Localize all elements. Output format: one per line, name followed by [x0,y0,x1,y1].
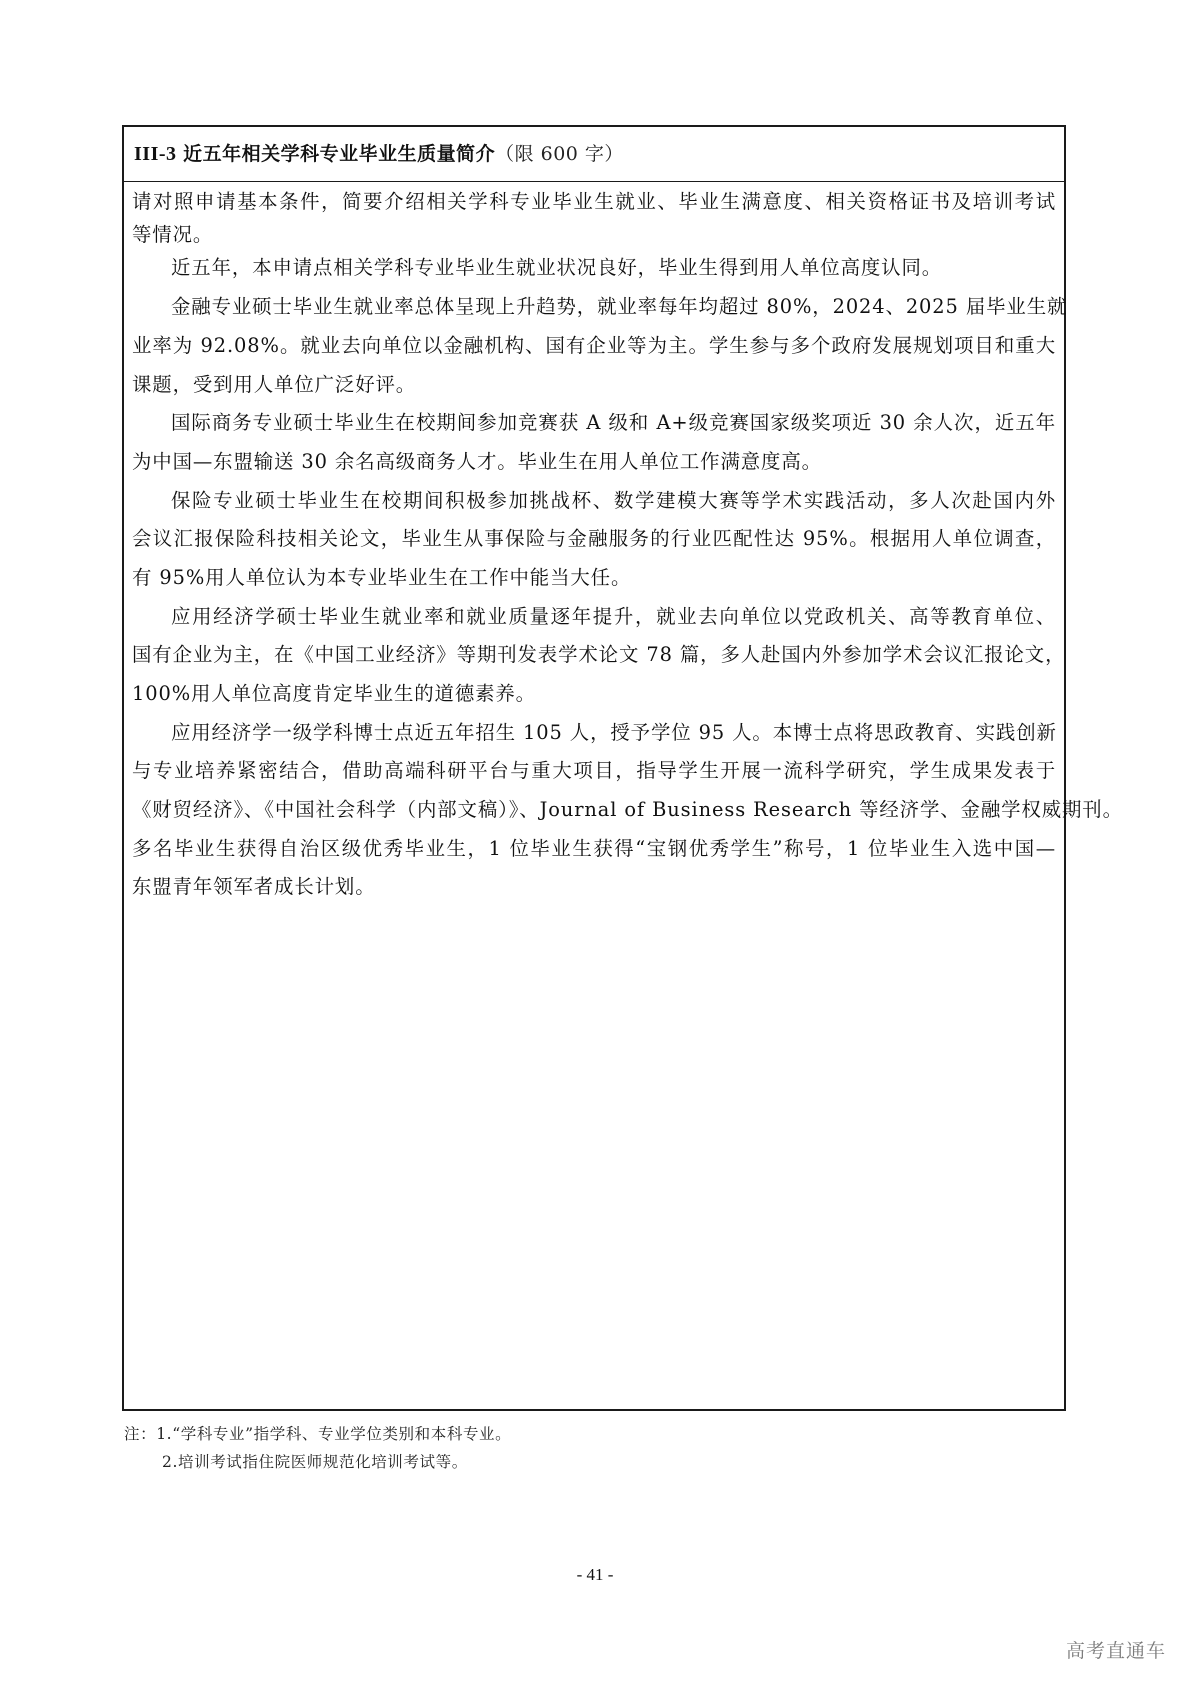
body-line: 金融专业硕士毕业生就业率总体呈现上升趋势，就业率每年均超过 80%，2024、2025 届毕业生就 [171,295,1068,318]
section-title [134,142,624,166]
footnote-1: 注：1.“学科专业”指学科、专业学位类别和本科专业。 [124,1425,512,1443]
word-limit-note: （限 600 字） [495,143,624,165]
body-line: 应用经济学硕士毕业生就业率和就业质量逐年提升，就业去向单位以党政机关、高等教育单位、 [171,605,1056,628]
body-line: 有 95%用人单位认为本专业毕业生在工作中能当大任。 [132,566,632,589]
body-line: 保险专业硕士毕业生在校期间积极参加挑战杯、数学建模大赛等学术实践活动，多人次赴国内外 [171,489,1056,512]
body-line: 多名毕业生获得自治区级优秀毕业生，1 位毕业生获得“宝钢优秀学生”称号，1 位毕业生入选中国— [132,837,1056,860]
section-code: III-3 [134,143,177,165]
body-line: 课题，受到用人单位广泛好评。 [132,373,417,396]
body-line: 会议汇报保险科技相关论文，毕业生从事保险与金融服务的行业匹配性达 95%。根据用人单位调查， [132,527,1056,550]
body-line: 请对照申请基本条件，简要介绍相关学科专业毕业生就业、毕业生满意度、相关资格证书及培训考试 [132,190,1056,213]
body-line: 近五年，本申请点相关学科专业毕业生就业状况良好，毕业生得到用人单位高度认同。 [171,256,943,279]
body-line: 应用经济学一级学科博士点近五年招生 105 人，授予学位 95 人。本博士点将思政教育、实践创新 [171,721,1057,744]
body-line: 东盟青年领军者成长计划。 [132,875,376,898]
body-line: 与专业培养紧密结合，借助高端科研平台与重大项目，指导学生开展一流科学研究，学生成果发表于 [132,759,1056,782]
body-line: 为中国—东盟输送 30 余名高级商务人才。毕业生在用人单位工作满意度高。 [132,450,822,473]
body-line: 100%用人单位高度肯定毕业生的道德素养。 [132,682,536,705]
section-body-cell [124,182,1123,1409]
page-number: - 41 - [576,1565,614,1584]
form-table [122,125,1123,1411]
footnote-2: 2.培训考试指住院医师规范化培训考试等。 [162,1453,468,1471]
body-line: 国际商务专业硕士毕业生在校期间参加竞赛获 A 级和 A+级竞赛国家级奖项近 30 余人次，近五年 [171,411,1056,434]
body-line: 国有企业为主，在《中国工业经济》等期刊发表学术论文 78 篇，多人赴国内外参加学术会议汇报论文， [132,643,1066,666]
footnotes [124,1422,511,1478]
section-header-row [124,127,1064,182]
section-title-text: 近五年相关学科专业毕业生质量简介 [183,143,496,165]
body-line: 等情况。 [132,223,214,246]
body-line: 业率为 92.08%。就业去向单位以金融机构、国有企业等为主。学生参与多个政府发展规划项目和重大 [132,334,1056,357]
watermark-logo-text: 高考直通车 [1065,1640,1166,1662]
body-line: 《财贸经济》、《中国社会科学（内部文稿）》、Journal of Business Research 等经济学、金融学权威期刊。 [132,798,1123,821]
